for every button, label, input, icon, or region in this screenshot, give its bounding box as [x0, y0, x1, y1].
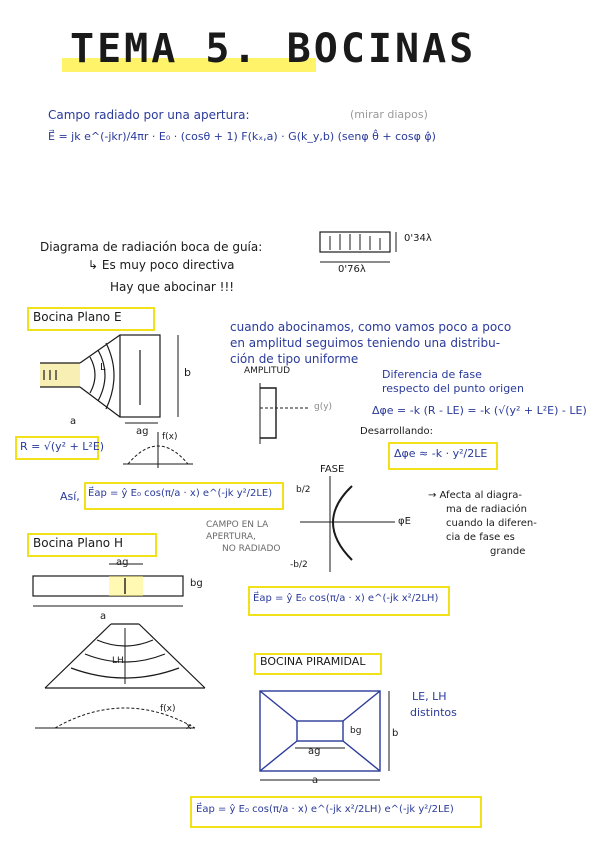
delta-formula: Δφe = -k (R - LE) = -k (√(y² + L²E) - LE) [372, 404, 587, 417]
fase-bottom: -b/2 [290, 560, 308, 570]
plano-e-fx: f(x) [162, 432, 178, 442]
amplitud-plot [250, 378, 340, 448]
piramidal-ag: ag [308, 746, 321, 757]
piramidal-b: b [392, 728, 399, 739]
fase-title: FASE [320, 464, 345, 475]
eap-e-formula: E⃗ap = ŷ E₀ cos(π/a · x) e^(-jk y²/2LE) [88, 488, 273, 499]
fase-note3: cuando la diferen- [446, 518, 537, 529]
campo-apertura-3: NO RADIADO [222, 544, 281, 554]
fase-note1: → Afecta al diagra- [428, 490, 522, 501]
plano-h-label: Bocina Plano H [33, 536, 123, 550]
campo-apertura-1: CAMPO EN LA [206, 520, 269, 530]
fase-axis: φE [398, 516, 411, 527]
plano-h-ag: ag [116, 557, 129, 568]
diagrama-line1: Diagrama de radiación boca de guía: [40, 240, 263, 254]
campo-apertura-2: APERTURA, [206, 532, 256, 542]
piramidal-a: a [312, 775, 319, 786]
plano-e-b: b [184, 366, 191, 379]
eap-e-prefix: Así, [60, 490, 80, 503]
fase-note4: cia de fase es [446, 532, 515, 543]
plano-h-fx: f(x) [160, 704, 176, 714]
plano-h-bg: bg [190, 578, 203, 589]
dim-h-label: 0'76λ [338, 264, 366, 275]
diagrama-line3: Hay que abocinar !!! [110, 280, 235, 294]
plano-e-L: L [100, 362, 106, 373]
campo-heading: Campo radiado por una apertura: [48, 108, 250, 122]
eap-h-formula: E⃗ap = ŷ E₀ cos(π/a · x) e^(-jk x²/2LH) [253, 593, 439, 604]
plano-e-label: Bocina Plano E [33, 310, 122, 324]
plano-e-fx-plot [118, 430, 198, 470]
plano-h-horn-diagram [25, 558, 215, 738]
approx-formula: Δφe ≈ -k · y²/2LE [394, 447, 488, 460]
desarrollando: Desarrollando: [360, 426, 433, 437]
amplitud-label: AMPLITUD [244, 366, 291, 376]
campo-formula: E⃗ = jk e^(-jkr)/4πr · E₀ · (cosθ + 1) F(kₓ,a) · G(k_y,b) (senφ θ̂ + cosφ φ̂) [48, 130, 436, 143]
piramidal-bg: bg [350, 726, 362, 736]
dim-v-label: 0'34λ [404, 233, 432, 244]
plano-e-a: a [70, 416, 77, 427]
fase-note2: ma de radiación [446, 504, 527, 515]
plano-h-x: x [186, 722, 192, 732]
plano-h-a: a [100, 611, 107, 622]
fase-dif-line2: respecto del punto origen [382, 382, 524, 395]
piramidal-horn-diagram [255, 686, 405, 786]
explicacion-line1: cuando abocinamos, como vamos poco a poco [230, 320, 512, 334]
page-title: TEMA 5. BOCINAS [70, 26, 477, 72]
eap-piramidal-formula: E⃗ap = ŷ E₀ cos(π/a · x) e^(-jk x²/2LH) e^(-jk y²/2LE) [196, 804, 454, 815]
explicacion-line2: en amplitud seguimos teniendo una distribu- [230, 336, 501, 350]
gy-label: g(y) [314, 402, 333, 412]
diagrama-line2: ↳ Es muy poco directiva [88, 258, 235, 272]
fase-top: b/2 [296, 485, 311, 495]
fase-note5: grande [490, 546, 526, 557]
explicacion-line3: ción de tipo uniforme [230, 352, 359, 366]
fase-dif-line1: Diferencia de fase [382, 368, 482, 381]
r-formula: R = √(y² + L²E) [20, 440, 105, 453]
campo-note: (mirar diapos) [350, 108, 428, 121]
piramidal-note1: LE, LH [412, 690, 447, 703]
piramidal-label: BOCINA PIRAMIDAL [260, 655, 366, 668]
plano-e-ag: ag [136, 426, 149, 437]
plano-e-horn-diagram [20, 325, 200, 435]
plano-h-lh: LH [112, 656, 124, 666]
piramidal-note2: distintos [410, 706, 457, 719]
